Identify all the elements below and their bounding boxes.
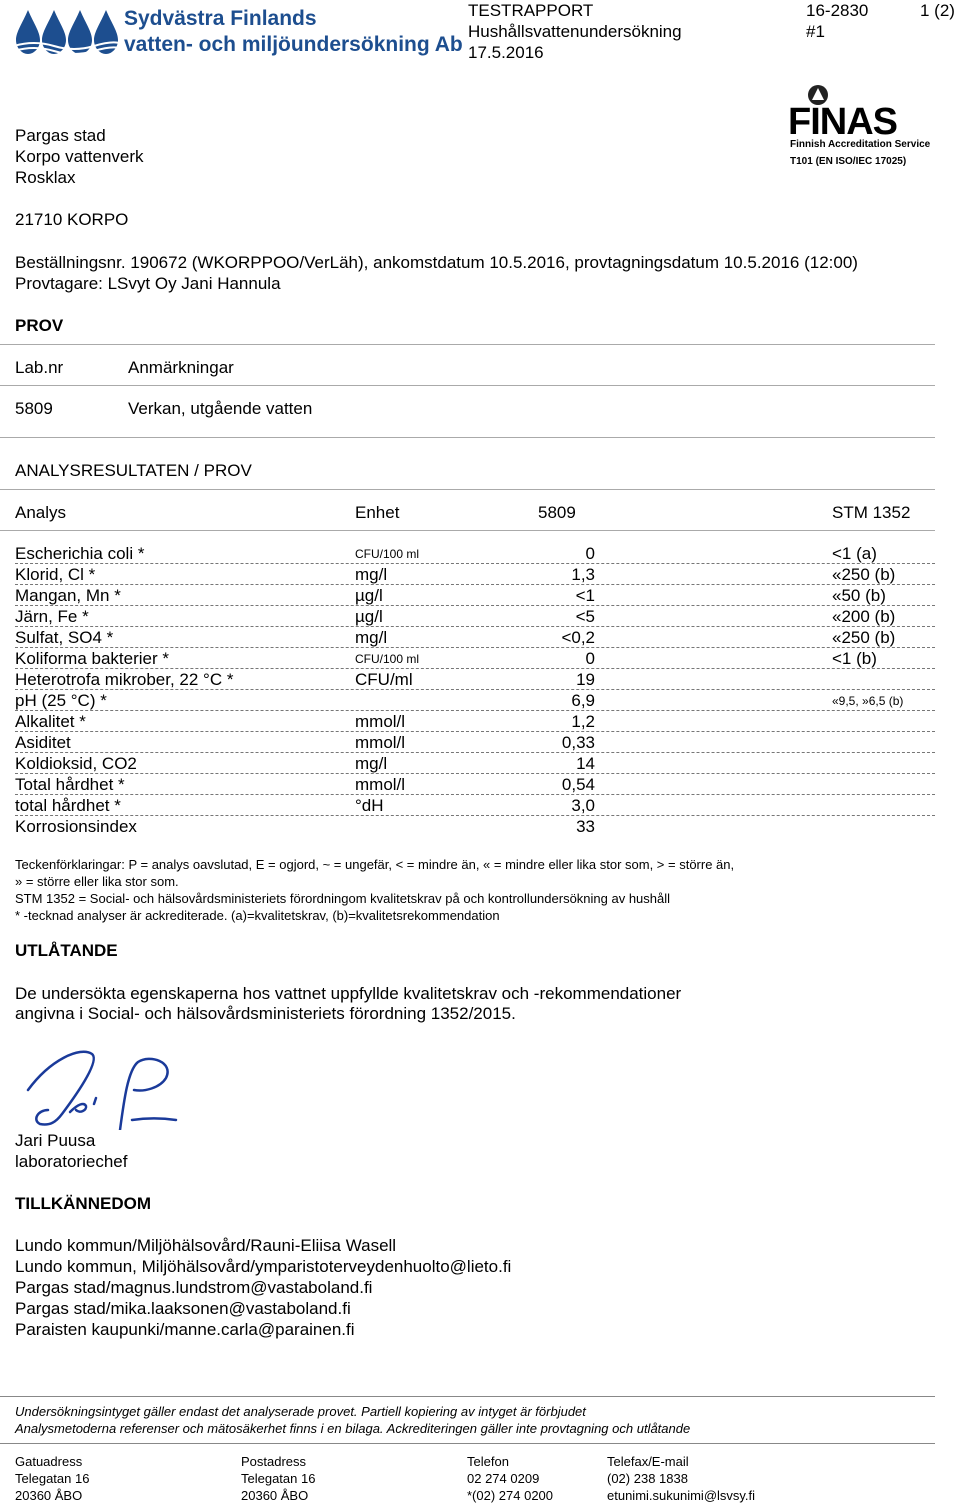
distribution-recipient: Lundo kommun/Miljöhälsovård/Rauni-Eliisa Wasell [15,1236,397,1255]
analysis-name: Sulfat, SO4 * [15,628,114,647]
legend-line2: » = större eller lika stor som. [15,874,179,889]
analysis-unit: µg/l [355,586,383,605]
table-row [15,690,935,711]
company-logo [14,6,463,58]
analysis-name: Alkalitet * [15,712,86,731]
analysis-value: 0,54 [561,775,595,794]
company-name-line2: vatten- och miljöundersökning Ab [124,33,463,56]
table-row [15,585,935,606]
analysis-unit: mg/l [355,754,388,773]
divider [0,385,935,386]
footer-fax-label: Telefax/E-mail [607,1454,689,1469]
finas-accreditation-code: T101 (EN ISO/IEC 17025) [790,156,907,167]
analysis-value: 33 [576,817,595,836]
signer-title: laboratoriechef [15,1152,128,1171]
analysis-unit: mg/l [355,628,388,647]
analysis-limit: <1 (b) [832,649,877,668]
footer-street-city: 20360 ÅBO [15,1488,83,1503]
footer-postal-city: 20360 ÅBO [241,1488,309,1503]
analysis-name: Korrosionsindex [15,817,137,836]
legend-line4: * -tecknad analyser är ackrediterade. (a)=kvalitetskrav, (b)=kvalitetsrekommendation [15,908,500,923]
finas-logo [788,84,931,170]
table-row [15,753,935,774]
analysis-unit: °dH [355,796,384,815]
sampler-info: Provtagare: LSvyt Oy Jani Hannula [15,274,281,293]
footer-fax: (02) 238 1838 [607,1471,688,1486]
handwritten-signature [20,1040,190,1130]
analysis-name: Koliforma bakterier * [15,649,170,668]
analysis-unit: mg/l [355,565,388,584]
analysis-value: <5 [575,607,595,626]
divider [0,530,935,531]
table-row [15,795,935,816]
statement-line1: De undersökta egenskaperna hos vattnet uppfyllde kvalitetskrav och -rekommendationer [15,984,682,1003]
analysis-value: 3,0 [571,796,595,815]
report-title: TESTRAPPORT [468,1,594,20]
water-drops-icon [14,6,122,56]
analysis-name: Heterotrofa mikrober, 22 °C * [15,670,234,689]
footer-street-label: Gatuadress [15,1454,83,1469]
footer-street: Telegatan 16 [15,1471,90,1486]
analysis-name: Järn, Fe * [15,607,89,626]
report-number: 16-2830 [806,1,869,20]
analysis-name: Klorid, Cl * [15,565,96,584]
signer-name: Jari Puusa [15,1131,96,1150]
table-row [15,669,935,690]
company-name-line1: Sydvästra Finlands [124,7,317,30]
report-date: 17.5.2016 [468,43,544,62]
customer-line1: Pargas stad [15,126,106,145]
analysis-value: <1 [575,586,595,605]
sample-heading: PROV [15,316,64,335]
col-header-unit: Enhet [355,503,400,522]
table-row [15,816,935,837]
table-row [15,606,935,627]
divider [0,1396,935,1397]
analysis-unit: CFU/100 ml [355,652,420,666]
legend-line3: STM 1352 = Social- och hälsovårdsministeriets förordningom kvalitetskrav på och kontrollundersökning av hushåll [15,891,671,906]
analysis-value: 6,9 [571,691,595,710]
analysis-name: Escherichia coli * [15,544,145,563]
footer-phone-2: *(02) 274 0200 [467,1488,554,1503]
analysis-limit: «9,5, »6,5 (b) [832,694,904,708]
statement-line2: angivna i Social- och hälsovårdsministeriets förordning 1352/2015. [15,1004,516,1023]
analysis-value: <0,2 [561,628,595,647]
distribution-recipient: Pargas stad/mika.laaksonen@vastaboland.fi [15,1299,351,1318]
analysis-name: Total hårdhet * [15,775,125,794]
sample-col-labnr: Lab.nr [15,358,64,377]
legend-line1: Teckenförklaringar: P = analys oavslutad, E = ogjord, ~ = ungefär, < = mindre än, « = mindre eller lika stor som, > = större än, [15,857,735,872]
analysis-name: Mangan, Mn * [15,586,121,605]
finas-service: Finnish Accreditation Service [790,139,931,150]
order-info: Beställningsnr. 190672 (WKORPPOO/VerLäh), ankomstdatum 10.5.2016, provtagningsdatum 10.5.2016 (12:00) [15,253,858,272]
analysis-unit: mmol/l [355,775,406,794]
analysis-value: 1,3 [571,565,595,584]
statement-heading: UTLÅTANDE [15,941,118,960]
analysis-value: 0 [585,649,595,668]
analysis-value: 14 [576,754,595,773]
table-row [15,564,935,585]
footer-phone: 02 274 0209 [467,1471,540,1486]
analysis-value: 0,33 [561,733,595,752]
table-row [15,627,935,648]
divider [0,1443,935,1444]
analysis-unit: CFU/100 ml [355,547,420,561]
analysis-value: 0 [585,544,595,563]
analysis-value: 1,2 [571,712,595,731]
analysis-unit: mmol/l [355,712,406,731]
divider [0,437,935,438]
analysis-limit: «50 (b) [832,586,886,605]
analysis-value: 19 [576,670,595,689]
distribution-heading: TILLKÄNNEDOM [15,1194,151,1213]
disclaimer-line1: Undersökningsintyget gäller endast det analyserade provet. Partiell kopiering av intyget är förbjudet [15,1404,586,1419]
footer-postal-label: Postadress [241,1454,307,1469]
divider [0,344,935,345]
customer-line3: Rosklax [15,168,76,187]
analysis-name: total hårdhet * [15,796,121,815]
footer-postal: Telegatan 16 [241,1471,316,1486]
analysis-unit: CFU/ml [355,670,413,689]
analysis-name: Koldioksid, CO2 [15,754,137,773]
table-row [15,711,935,732]
sample-col-remarks: Anmärkningar [128,358,234,377]
analysis-limit: <1 (a) [832,544,877,563]
report-subtitle: Hushållsvattenundersökning [468,22,682,41]
analysis-limit: «200 (b) [832,607,896,626]
results-heading: ANALYSRESULTATEN / PROV [15,461,252,480]
table-row [15,648,935,669]
distribution-recipient: Pargas stad/magnus.lundstrom@vastaboland.fi [15,1278,373,1297]
col-header-sample: 5809 [538,503,576,522]
customer-postal: 21710 KORPO [15,210,129,229]
analysis-unit: mmol/l [355,733,406,752]
analysis-name: Asiditet [15,733,71,752]
footer-email[interactable]: etunimi.sukunimi@lsvsy.fi [607,1488,756,1503]
analysis-limit: «250 (b) [832,565,896,584]
sample-labnr: 5809 [15,399,53,418]
analysis-limit: «250 (b) [832,628,896,647]
footer-phone-label: Telefon [467,1454,509,1469]
report-number-suffix: #1 [806,22,825,41]
col-header-analysis: Analys [15,503,67,522]
distribution-recipient: Paraisten kaupunki/manne.carla@parainen.fi [15,1320,355,1339]
sample-remark: Verkan, utgående vatten [128,399,313,418]
analysis-name: pH (25 °C) * [15,691,107,710]
finas-brand: FINAS [788,101,897,143]
table-row [15,543,935,564]
divider [0,489,935,490]
table-row [15,732,935,753]
analysis-unit: µg/l [355,607,383,626]
distribution-recipient: Lundo kommun, Miljöhälsovård/ymparistoterveydenhuolto@lieto.fi [15,1257,512,1276]
page-number: 1 (2) [920,1,955,20]
disclaimer-line2: Analysmetoderna referenser och mätosäkerhet finns i en bilaga. Ackrediteringen gäller inte provtagning och utlåtande [15,1421,691,1436]
table-row [15,774,935,795]
customer-line2: Korpo vattenverk [15,147,144,166]
col-header-stm: STM 1352 [832,503,911,522]
